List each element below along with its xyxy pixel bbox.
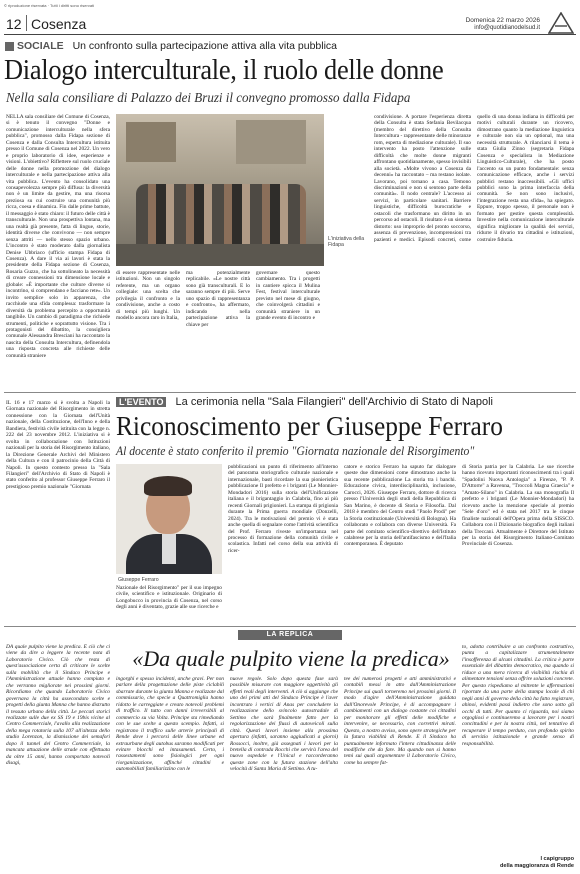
article3-column-2: ingorghi e spesso incidenti, anche gravi. Per non parlare della progettazione delle piste ciclabili sbarrate durante la giunta Manna e realizzate dal commissario, che specie a Quattromiglia hanno ridotto le carreggiate e creato notevoli problemi di traffico. Il tutto con danni irreversibili al commercio su via Volta. Principe sta rimediando con le sue scelte a questo scempio. Infatti, si registrano il traffico sulle arterie principali di Rende dove i percorsi delle linee urbane ed extraurbane degli autobus saranno modificati per evitare blocchi ed intasamenti. Certo, i rassestamenti sono fisiologici per ogni riorganizzazione, affinché cittadini e automobilisti familiarizzino con le	[116, 676, 224, 773]
article1-photo-caption: L'iniziativa della Fidapa	[328, 236, 365, 248]
article-divider	[4, 626, 576, 627]
contact-email: info@quotidianodelsud.it	[474, 25, 540, 31]
article1-column-4: governare questo cambiamento. Tra i progetti in cantiere spicca il Mulina Fest, festival interculturale previsto nel mese di giugno, che coinvolgerà cittadini e comunità straniere in un grande evento di incontro e	[256, 270, 320, 322]
article2-portrait	[116, 464, 222, 574]
article-divider	[4, 392, 576, 393]
header-rule	[4, 34, 576, 35]
article1-column-5: condivisione. A portare l'esperienza diretta della Consulta è stata Stefania Bevilacqua (membro del direttivo della Consulta Intercultura - rappresentante delle minoranze rom, esperta di mediazione culturale). Il suo intervento ha posto l'attenzione sulle difficoltà che molte donne migranti affrontano quotidianamente, spesso invisibili alla società. «Molte vivono a Cosenza da decenni» ha raccontato – ma restano isolate. Lavorano, poi tornano a casa. Temono discriminazioni e non si sentono parte della comunità». Il nodo centrale? L'accesso ai servizi, in particolare sanitari. Barriere linguistiche, difficoltà burocratiche e ostacoli che trasformano un diritto in un percorso ad ostacoli. Il risultato è un sistema distorto: uso improprio del pronto soccorso, assenza di prevenzione, incomprensioni tra pazienti e medici. Episodi concreti, come quello di una donna indiana in difficoltà per motivi culturali durante un ricovero, dimostrano quanto la mediazione linguistica e culturale non sia un optional, ma una necessità strutturale. A rilanciarsi il tema è stata Giulia Zinno (segretaria Fidapa Cosenza e specialista in Mediazione Linguistico-Culturale), che ha posto l'accento su un punto fondamentale: senza comunicazione efficace, anche i servizi pubblici restano inaccessibili. «Gli uffici pubblici sono la prima interfaccia della comunità. Se non sono inclusivi, l'integrazione resta una sfida», ha spiegato. Eppure, troppo spesso, il personale non è formato per gestire questa complessità. Investire nella comunicazione interculturale significa migliorare la qualità dei servizi, ridurre il divario tra cittadini e istituzioni, costruire fiducia.	[374, 114, 574, 243]
photo-people-group	[136, 184, 306, 244]
article2-column-1: IL 16 e 17 marzo si è svolta a Napoli la Giornata nazionale del Risorgimento in stretta connessione con la Giornata dell'Unità nazionale, della Costituzione, dell'Inno e della Bandiera, festività civile istituita con la legge n. 222 del 23 novembre 2012. L'iniziativa si è svolta in collaborazione con Istituzioni nazionali per la storia del Risorgimento italiano, la Direzione Generale Archivi del Ministero della Cultura e con il patrocinio della Città di Napoli. In questo contesto presso la "Sala Filangieri" dell'Archivio di Stato di Napoli è stato conferito al professor Giuseppe Ferraro il prestigioso premio nazionale "Giornata	[6, 400, 110, 490]
header-divider	[26, 15, 27, 31]
legal-note: © riproduzione riservata · Tutti i diritti sono riservati	[4, 3, 95, 8]
portrait-shirt	[162, 534, 176, 564]
article3-kicker: LA REPLICA	[238, 630, 342, 640]
article1-subtitle: Nella sala consiliare di Palazzo dei Bruzi il convegno promosso dalla Fidapa	[6, 91, 411, 106]
article1-kicker: SOCIALE	[17, 40, 64, 52]
article2-photo-caption: Giuseppe Ferraro	[118, 577, 159, 583]
issue-date: Domenica 22 marzo 2026	[465, 17, 540, 24]
article2-subtitle: Al docente è stato conferito il premio "Giornata nazionale del Risorgimento"	[116, 444, 475, 458]
article1-column-3: ma potenzialmente replicabile. «Le nostre città sono già transculturali. E lo saranno sempre di più. Serve uno spazio di rappresentanza e confronto», ha affermato, indicando nella partecipazione attiva la chiave per	[186, 270, 250, 328]
article1-column-1: NELLA sala consiliare del Comune di Cosenza, si è tenuto il convegno "Donne e comunicazione interculturale nella sfera pubblica", promosso dalla Fidapa sezione di Cosenza e dalla Consulta Intercultura istituita presso il Comune di Cosenza nel 2022. Un vero e proprio laboratorio di idee, esperienze e visioni. L'obiettivo? Riflettere sul ruolo cruciale delle donne nella promozione del dialogo interculturale e nella partecipazione attiva alla vita pubblica. L'evento ha consolidato una consapevolezza sempre più diffusa: la diversità non è un limite da gestire, ma una risorsa preziosa su cui costruire una comunità più ricca, coesa e dinamica. Fin dalle prime battute, il messaggio è stato chiaro: il futuro delle città è transculturale. Non una prospettiva lontana, ma una realtà già presente, fatta di lingue, storie, identità diverse che convivono — non sempre senza attriti — nello stesso spazio urbano. L'incontro è stato moderato dalla giornalista Denise Ubbriaco (ufficio stampa Fidapa di Cosenza). A dare il via ai lavori è stata la presidente della Fidapa sezione di Cosenza, Rosaria Guzzo, che ha sottolineato la necessità di creare connessioni tra dimensione locale e globale: «È importante che culture diverse si incontrino, si comprendano e facciano rete». Un invito semplice solo in apparenza, che racchiude una sfida complessa: trasformare la diversità da problema percepito a opportunità tangibile. Un cambio di paradigma che richiede strumenti, politiche e soprattutto visione. Tra i protagonisti del dibattito, la consigliera comunale Alessandra Bresciani ha raccontato la nascita della Consulta Intercultura, definendola una risposta concreta alle richieste delle comunità straniere	[6, 114, 110, 359]
article3-title: «Da quale pulpito viene la predica»	[132, 646, 450, 671]
article2-column-2: Nazionale del Risorgimento" per il suo impegno civile, scientifico e istituzionale. Originario di Longobucco in provincia di Cosenza, nel corso degli anni è diventato, grazie alle sue ricerche e	[116, 585, 222, 611]
article1-overline-row	[5, 40, 337, 52]
page-number: 12	[6, 16, 22, 32]
article3-signature	[462, 856, 574, 869]
article2-column-3: pubblicazioni un punto di riferimento all'interno del panorama storiografico culturale nazionale e internazionale, basti ricordare la sua pionieristica pubblicazione Il prefetto e i briganti (Le Monnier-Mondadori 2016) sulla storia dell'Unificazione italiana e il brigantaggio in Calabria, fino ai più recenti Giornali prigionieri. La stampa di prigionia durante la Prima guerra mondiale (Donzelli, 2024). Tra le motivazioni del premio vi è stata anche quella di segnalare come l'attività scientifica del Prof. Ferraro riveste un'importanza nel processo di formazione della comunità civile e scolastica. Infatti nel corso della sua attività di ricer-	[228, 464, 338, 554]
article2-overline-row	[116, 396, 493, 409]
article2-kicker: L'EVENTO	[116, 397, 166, 407]
article3-column-3: nuove regole. Solo dopo questa fase sarà possibile misurare con maggiore oggettività gli effetti reali degli interventi. A ciò si aggiunge che uno dei primi atti del Sindaco Principe è l'aver incontrato i vertici di Anas per concludere la realizzazione dello svincolo autostradale di Settimo che sarà finalmente fatto per la regolarizzazione dei flussi di autoveicoli sulla città. Questi lavori insieme alla prossima apertura (infatti, saranno aggiudicati a giorni) Rossocci, inoltre, già assegnati i lavori per la bretella di contrada Rocchi che servirà l'area del nuovo ospedale e l'Unical e raccorderanno queste zone con la futura stazione dell'alta velocità di Santa Maria di Settimo. A tu-	[230, 676, 338, 773]
article1-column-2: di essere rappresentate nelle istituzioni. Non un singolo referente, ma un organo collegiale: una scelta che privilegia il confronto e la condivisione, anche a costo di tempi più lunghi. Un modello ancora raro in Italia,	[116, 270, 180, 322]
newspaper-logo-icon	[548, 12, 574, 34]
square-bullet-icon	[5, 42, 14, 51]
article2-column-5: di Storia patria per la Calabria. Le sue ricerche hanno ricevuto importanti riconoscimenti tra i quali "Spadolini Nuova Antologia" a Firenze, "P. P. D'Attorre" a Ravenna, "Troccoli Magna Graecia" e "Amato-Silano" in Calabria. La sua monografia Il prefetto e i briganti (Le Monnier-Mondadori) ha ricevuto anche la menzione speciale al premio "Sele d'oro" ed è stata nel 2017 tra le cinque finaliste nazionali dell'Opera prima della SISSCO. Collabora con il Dizionario biografico degli italiani della Treccani. Attualmente è Direttore del Istituto per la storia del Risorgimento Italiano-Comitato Provinciale di Cosenza.	[462, 464, 574, 548]
article1-overline: Un confronto sulla partecipazione attiva alla vita pubblica	[72, 40, 338, 52]
article2-overline: La cerimonia nella "Sala Filangieri" dell'Archivio di Stato di Napoli	[175, 396, 494, 408]
photo-floor	[116, 244, 324, 266]
photo-painting	[236, 120, 306, 164]
signature-line-2: della maggioranza di Rende	[500, 862, 574, 869]
article3-column-4: tee dei numerosi progetti e atti amministrativi e contabili messi in atto dall'Amministrazione Principe sui quali torneremo nei prossimi giorni. Il modo d'agire dell'Amministrazione guidata dall'Onorevole Principe, è di accompagnare i cambiamenti con un dialogo costante coi cittadini per monitorare gli effetti delle modifiche e intervenire, se necessario, con correttivi mirati. Questo, a nostro avviso, sono opere strategiche per la futura viabilità di Rende. E il Sindaco ha puntualmente informato l'intera cittadinanza delle modifiche che da fare. Ma quando non si hanno temi sui quali argomentare il Laboratorio Civico, come ha sempre fat-	[344, 676, 456, 766]
photo-painting	[126, 122, 176, 162]
section-name: Cosenza	[31, 16, 87, 32]
portrait-hair	[144, 476, 192, 496]
article2-column-4: catore e storico Ferraro ha saputo far dialogare queste due dimensioni come dimostrano anche la sua recente pubblicazione La storia tra i banchi. Educazione civica, interdisciplinarità, inclusione, Carocci, 2026. Giuseppe Ferraro, dottore di ricerca presso l'Università degli studi della Repubblica di San Marino, è docente di Storia e Filosofia. Dal 2018 è membro del Centro studi "Paolo Prodi" per la Storia costituzionale (Università di Bologna). Ha collaborato e collabora con diverse Università. Fa parte del comitato scientifico-direttivo dell'Istituto calabrese per la storia dell'antifascismo e dell'Italia contemporanea. È deputato	[344, 464, 456, 548]
article3-column-1: DA quale pulpito viene la predica. È ciò che ci viene da dire a leggere la recente nota di Laboratorio Civico. Ciò che resta di quest'associazione certa di criticare le scelte sulla mobilità che il Sindaco Principe e l'Amministrazione attuale hanno compiuto e che verranno migliorate nei prossimi giorni. Ricordiamo che quando Laboratorio Civico governava la città ha assecondato scelte e progetti della giunta Manna che hanno distrutto il tessuto urbano della città. Le peccati storici realizzate sulle due ex SS 19 e 19bis vicine al Centro Commerciale, l'avallo alla realizzazione della mega rotatoria sulla 107 all'altezza dello studio Lorenzon, la dismissione dei semafori dopo il tunnel del Centro Commerciale, la mancata attuazione delle strade con effettuata da oltre 15 anni, hanno comportato notevoli disagi,	[6, 644, 110, 767]
signature-line-1: I capigruppo	[540, 856, 574, 862]
article1-title: Dialogo interculturale, il ruolo delle donne	[4, 54, 444, 86]
article1-photo	[116, 114, 324, 266]
article3-column-5: to, adotta contribuire a un confronto costruttivo, punta a capitalizzare strumentalmente l'insofferenza di alcuni cittadini. La critica è parte essenziale del dibattito democratico, ma quando si riduce a una mera ricerca di visibilità rischia di alimentare tensioni senza offrire soluzioni concrete. Per questo rispediamo al mittente le affermazioni riportate da una parte della stampa locale di chi negli anni di governo della città ha fatto registrare, ahinoi, evidenti passi indietro che sono sotto gli occhi di tutti. Per quanto ci riguarda, noi siamo orgogliosi e continueremo a lavorare per i nostri concittadini e per la nostra città, nel tentativo di recuperare il tempo perduto, con profondo spirito di servizio istituzionale e grande senso di responsabilità.	[462, 644, 574, 747]
article2-title: Riconoscimento per Giuseppe Ferraro	[116, 411, 503, 441]
